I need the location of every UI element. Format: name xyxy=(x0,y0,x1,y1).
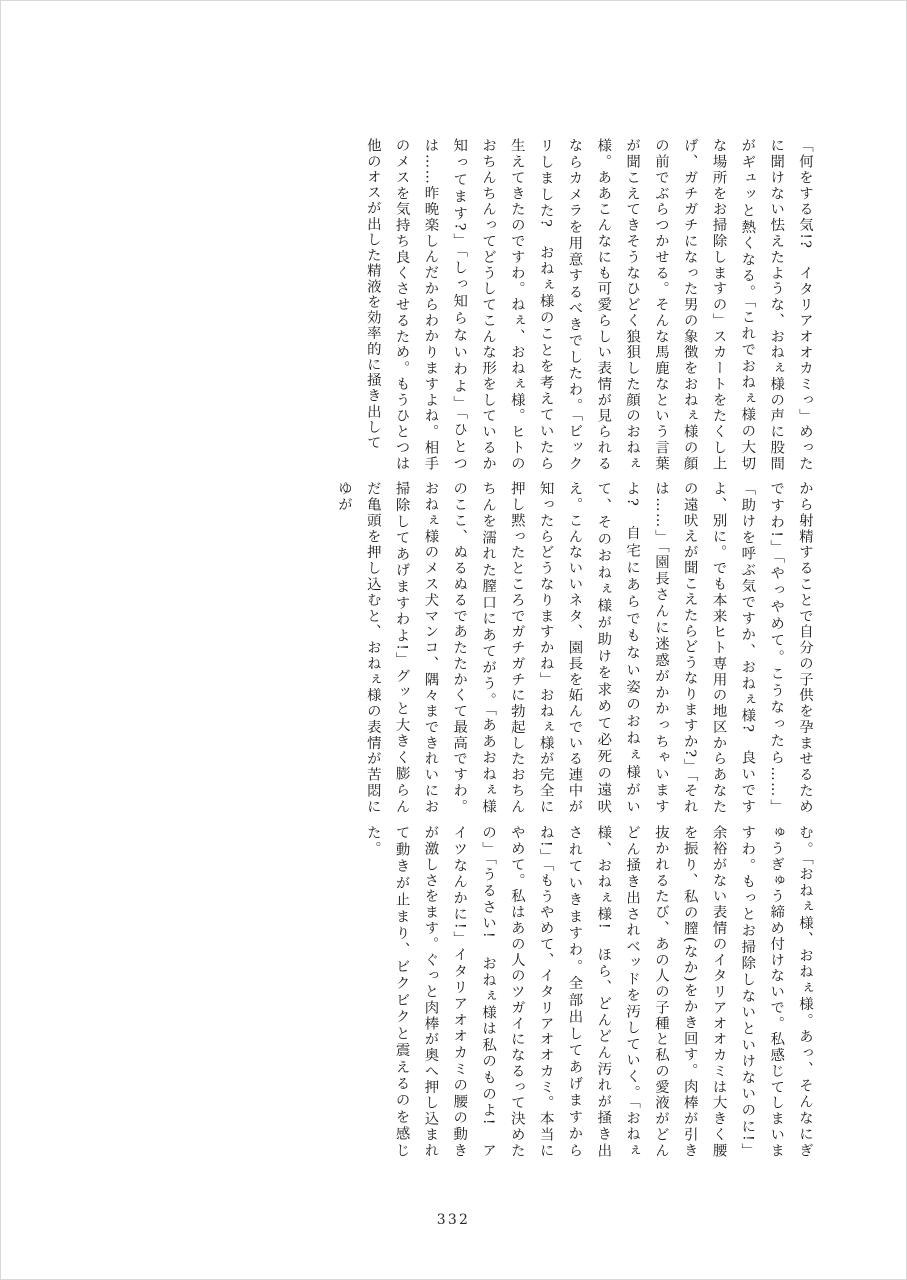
block-2-body: から射精することで自分の子供を孕ませるためですわ!」「やっやめて。こうなったら……」「助けを呼ぶ気ですか、おねぇ様? 良いですよ、別に。でも本来ヒト専用の地区からあなたの遠吠えが聞こえたらどうなりますか?」「それは……」「園長さんに迷惑がかかっちゃいますよ? 自宅にあらでもない姿のおねぇ様がいて、そのおねぇ様が助けを求めて必死の遠吠え。こんないいネタ、園長を妬んでいる連中が知ったらどうなりますかね」おねぇ様が完全に押し黙ったところでガチガチに勃起したおちんちんを濡れた膣口にあてがう。「ああおねぇ様のここ、ぬるぬるであたたかくて最高ですわ。おねぇ様のメス犬マンコ、隅々まできれいにお掃除してあげますわよ!」グッと大きく膨らんだ亀頭を押し込むと、おねぇ様の表情が苦悶にゆが xyxy=(336,481,813,815)
text-block-3 xyxy=(96,825,819,1158)
text-block-2 xyxy=(96,481,819,814)
block-1-body: 「何をする気!? イタリアオオカミっ」めったに聞けない怯えたような、おねぇ様の声に股間がギュッと熱くなる。「これでおねぇ様の大切な場所をお掃除しますの」スカートをたくし上げ、ガチガチになった男の象徴をおねぇ様の顔の前でぶらつかせる。そんな馬鹿なという言葉が聞こえてきそうなひどく狼狽した顔のおねぇ様。ああこんなにも可愛らしい表情が見られるならカメラを用意するべきでしたわ。「ビックリしました? おねぇ様のことを考えていたら生えてきたのですわ。ねぇ、おねぇ様。ヒトのおちんちんってどうしてこんな形をしているか知ってます?」「しっ知らないわよ」「ひとつは……昨晩楽しんだからわかりますよね。相手のメスを気持ち良くさせるため。もうひとつは他のオスが出した精液を効率的に掻き出して xyxy=(364,138,813,472)
block-3-body: む。「おねぇ様、おねぇ様。あっ、そんなにぎゅうぎゅう締め付けないで。私感じてしまいますわ。もっとお掃除しないといけないのに!」余裕がない表情のイタリアオオカミは大きく腰を振り、私の膣(なか)をかき回す。肉棒が引き抜かれるたび、あの人の子種と私の愛液がどんどん掻き出されベッドを汚していく。「おねぇ様、おねぇ様! ほら、どんどん汚れが掻き出されていきますわ。全部出してあげますからね!」「もうやめて、イタリアオオカミ。本当にやめて。私はあの人のツガイになるって決めたの」「うるさい! おねぇ様は私のものよ! アイツなんかに!」イタリアオオカミの腰の動きが激しさをます。ぐっと肉棒が奥へ押し込まれて動きが止まり、ビクビクと震えるのを感じた。 xyxy=(364,824,813,1158)
page-number: 332 xyxy=(436,1212,471,1228)
page-text-area xyxy=(96,138,819,1158)
text-block-1 xyxy=(96,138,819,471)
